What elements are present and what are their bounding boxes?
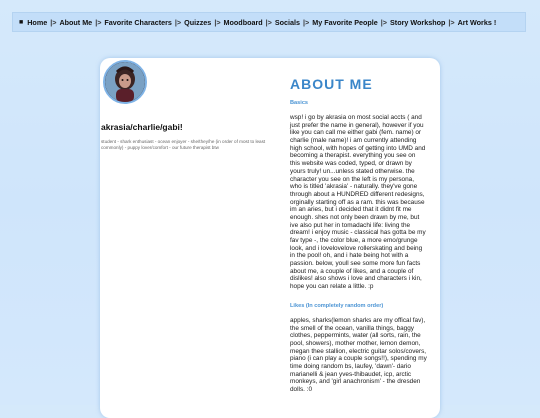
nav-separator-icon: |>: [380, 17, 387, 27]
nav-separator-icon: |>: [303, 17, 310, 27]
avatar: [103, 60, 147, 104]
nav-link-quizzes[interactable]: Quizzes: [184, 17, 212, 27]
persona-avatar-image: [105, 62, 145, 102]
nav-separator-icon: |>: [95, 17, 102, 27]
profile-name: akrasia/charlie/gabi!: [101, 122, 183, 132]
nav-link-my-favorite-people[interactable]: My Favorite People: [312, 17, 378, 27]
about-section: [290, 76, 427, 406]
nav-separator-icon: |>: [174, 17, 182, 27]
nav-separator-icon: |>: [50, 17, 57, 27]
top-nav-bar: [12, 12, 526, 32]
profile-description: student - shark enthusiast - ocean enjoyer - she/they/he (in order of most to least commonly) - puppy lover/comfort - our future therapist btw: [101, 139, 266, 150]
nav-link-home[interactable]: Home: [27, 17, 48, 27]
nav-link-about-me[interactable]: About Me: [59, 17, 93, 27]
nav-link-moodboard[interactable]: Moodboard: [223, 17, 263, 27]
basics-text: wsp! i go by akrasia on most social accts ( and just prefer the name in general), however if you like you can call me either gabi (fem. name) or charlie (male name)! i am currently attending high school, with hopes of getting into UMD and becoming a therapist. everything you see on this website was coded, typed, or drawn by yours truly! un...unless stated otherwise. the character you see on the left is my persona, who is titled 'akrasia' - naturally. they've gone through about a HUNDRED different redesigns, orginally starting off as a ram. this was because im an aries, but i decided that it didnt fit me enough. shes not only been drawn by me, but ive also put her in tomadachi life: living the dream! i enjoy music - classical has gotta be my fav type -, the color blue, a more emo/grunge look, and i lovelovelove rollerskating and being in the pool! oh, and i hate being hot with a passion. below, youll see some more fun facts about me, a couple of likes, and a couple of dislikes! also shows i love and characters i kin, hope you can relate a little. :p: [290, 114, 426, 291]
nav-separator-icon: |>: [214, 17, 221, 27]
nav-link-socials[interactable]: Socials: [274, 17, 301, 27]
nav-link-art-works[interactable]: Art Works !: [457, 17, 497, 27]
bullet-icon: ■: [19, 18, 24, 26]
nav-separator-icon: |>: [448, 17, 455, 27]
nav-link-story-workshop[interactable]: Story Workshop: [390, 17, 446, 27]
likes-text: apples, sharks(lemon sharks are my offical fav), the smell of the ocean, vanilla things, baggy clothes, peppermints, water (all sorts, rain, the pool, showers), mother mother, lemon demon, megan thee stallion, electric guitar solos/covers, piano (i can play a couple songs!!), spending my time doing random bs, laufey, 'dawn'- dario marianelli & jean yves-thibaudet, icp, arctic monkeys, and 'girl anachronism' - the dresden dolls. :0: [290, 316, 427, 393]
nav-link-favorite-characters[interactable]: Favorite Characters: [104, 17, 172, 27]
basics-heading: Basics: [290, 100, 309, 106]
nav-separator-icon: |>: [265, 17, 272, 27]
page-title: ABOUT ME: [290, 76, 373, 92]
likes-heading: Likes (In completely random order): [290, 302, 384, 309]
